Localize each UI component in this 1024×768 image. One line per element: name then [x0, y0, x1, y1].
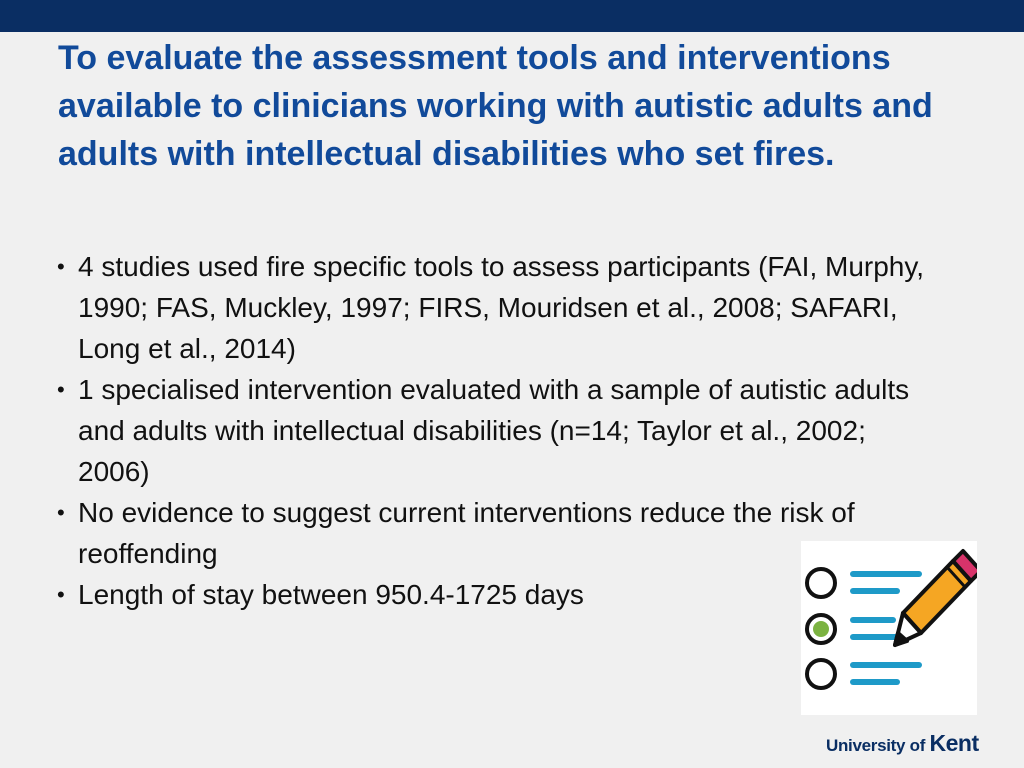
bullet-item [55, 369, 945, 492]
university-logo [826, 730, 979, 757]
bullet-item [55, 246, 945, 369]
radio-empty-icon [807, 660, 835, 688]
bullet-text: Length of stay between 950.4-1725 days [78, 579, 584, 610]
bullet-text: 1 specialised intervention evaluated with a sample of autistic adults and adults with intellectual disabilities (n=14; Taylor et al., 2002; 2006) [78, 374, 910, 487]
radio-empty-icon [807, 569, 835, 597]
logo-name: Kent [929, 730, 979, 756]
bullet-text: No evidence to suggest current interventions reduce the risk of reoffending [78, 497, 855, 569]
pencil-icon [895, 551, 977, 645]
bullet-symbol: • [57, 500, 65, 525]
logo-prefix: University of [826, 736, 930, 755]
radio-selected-dot [813, 621, 829, 637]
bullet-symbol: • [57, 254, 65, 279]
bullet-symbol: • [57, 582, 65, 607]
checklist-pencil-icon [801, 541, 977, 715]
slide-title: To evaluate the assessment tools and interventions available to clinicians working with autistic adults and adults with intellectual disabilities who set fires. [58, 39, 933, 173]
bullet-symbol: • [57, 377, 65, 402]
top-bar [0, 0, 1024, 32]
bullet-text: 4 studies used fire specific tools to assess participants (FAI, Murphy, 1990; FAS, Muckley, 1997; FIRS, Mouridsen et al., 2008; SAFARI, Long et al., 2014) [78, 251, 925, 364]
